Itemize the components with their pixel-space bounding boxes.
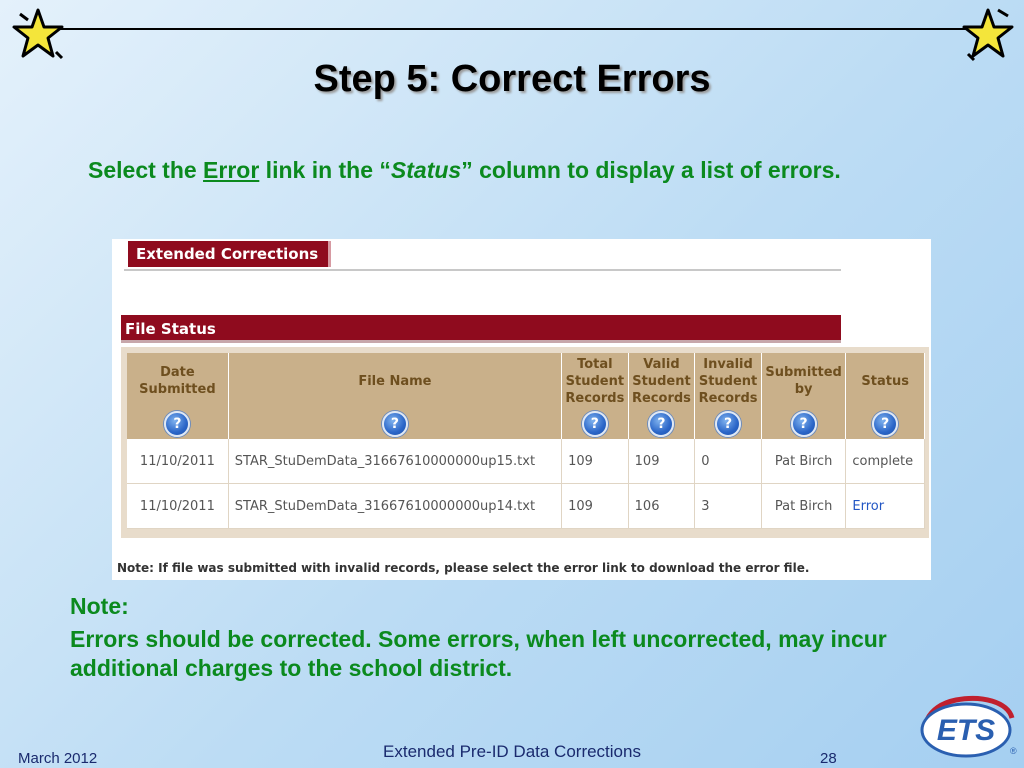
help-cell [562, 409, 629, 439]
help-cell [695, 409, 762, 439]
help-cell [127, 409, 228, 439]
instruction-status-word: Status [390, 157, 462, 183]
help-cell [228, 409, 561, 439]
help-icon[interactable]: ? [164, 411, 190, 437]
embedded-screenshot [112, 239, 931, 580]
help-cell [761, 409, 846, 439]
cell-total: 109 [562, 439, 629, 484]
help-icon[interactable]: ? [872, 411, 898, 437]
instruction-part: Select the [88, 157, 204, 183]
star-icon [10, 6, 66, 62]
footer-title: Extended Pre-ID Data Corrections [383, 742, 641, 761]
cell-invalid: 3 [695, 484, 762, 529]
help-icon[interactable]: ? [715, 411, 741, 437]
cell-invalid: 0 [695, 439, 762, 484]
help-cell [628, 409, 695, 439]
column-header-date-submitted: Date Submitted [127, 353, 228, 409]
cell-valid: 109 [628, 439, 695, 484]
cell-submitted-by: Pat Birch [761, 484, 846, 529]
note-heading: Note: [70, 593, 129, 619]
svg-text:ETS: ETS [936, 714, 996, 747]
cell-submitted-by: Pat Birch [761, 439, 846, 484]
column-header-file-name: File Name [228, 353, 561, 409]
svg-text:®: ® [1010, 746, 1017, 756]
cell-file-name: STAR_StuDemData_31667610000000up15.txt [228, 439, 561, 484]
help-icon[interactable]: ? [791, 411, 817, 437]
star-icon [960, 6, 1016, 62]
column-header-valid-records: Valid Student Records [628, 353, 695, 409]
cell-total: 109 [562, 484, 629, 529]
screenshot-note: Note: If file was submitted with invalid records, please select the error link to download the error file. [117, 561, 810, 575]
tab-extended-corrections[interactable]: Extended Corrections [128, 241, 331, 267]
cell-date: 11/10/2011 [127, 484, 228, 529]
ets-logo [916, 692, 1018, 764]
slide-title: Step 5: Correct Errors [313, 58, 711, 100]
table-row [127, 439, 925, 484]
file-status-header: File Status [121, 315, 841, 343]
error-link[interactable]: Error [846, 484, 925, 529]
instruction-part: link in the “ [259, 157, 391, 183]
instruction-text [88, 156, 958, 184]
footer-date: March 2012 [18, 750, 98, 767]
note-body: Errors should be corrected. Some errors, when left uncorrected, may incur additional charges to the school district. [70, 626, 887, 681]
column-header-invalid-records: Invalid Student Records [695, 353, 762, 409]
cell-valid: 106 [628, 484, 695, 529]
page-number: 28 [820, 750, 837, 767]
instruction-part: ” column to display a list of errors. [461, 157, 841, 183]
tab-bar [124, 241, 841, 271]
cell-date: 11/10/2011 [127, 439, 228, 484]
help-icon[interactable]: ? [582, 411, 608, 437]
instruction-error-word: Error [203, 157, 260, 183]
cell-file-name: STAR_StuDemData_31667610000000up14.txt [228, 484, 561, 529]
table-row [127, 484, 925, 529]
cell-status: complete [846, 439, 925, 484]
top-rule [45, 28, 979, 30]
file-status-table-container [121, 347, 929, 538]
help-icon[interactable]: ? [648, 411, 674, 437]
help-cell [846, 409, 925, 439]
column-header-submitted-by: Submitted by [761, 353, 846, 409]
help-icon[interactable]: ? [382, 411, 408, 437]
column-header-total-records: Total Student Records [562, 353, 629, 409]
file-status-table [127, 353, 925, 529]
column-header-status: Status [846, 353, 925, 409]
